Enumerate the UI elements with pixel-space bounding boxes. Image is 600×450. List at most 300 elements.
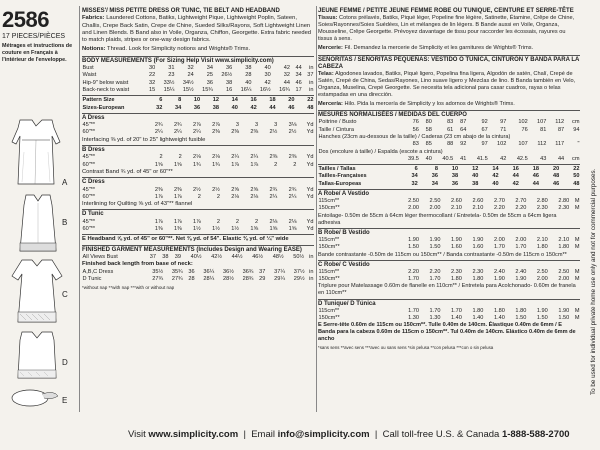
table-cell: 36 xyxy=(193,104,201,111)
table-cell: 40 xyxy=(231,104,238,111)
table-cell: 1.40 xyxy=(493,314,505,321)
table-cell: 42 xyxy=(250,104,257,111)
table-cell: M xyxy=(574,198,580,205)
table-cell: 44 xyxy=(512,173,519,180)
table-cell: 31 xyxy=(168,65,175,72)
row-label: Back-neck to waist xyxy=(82,86,130,93)
table-row xyxy=(318,141,580,148)
mid-divider xyxy=(316,6,317,412)
finished-length-table xyxy=(82,269,314,284)
view-letter-a: A xyxy=(62,178,68,187)
table-cell: 2½ xyxy=(288,129,297,136)
table-cell: in xyxy=(309,65,314,72)
e-headband-note: E Headband ⅝ yd. of 45" or 60"**. Net ⅜ yd. of 54". Elastic ⅜ yd. of ¼" wide xyxy=(82,236,289,243)
table-cell: 2⅜ xyxy=(288,154,297,161)
table-cell: 40½ xyxy=(190,253,202,260)
table-cell: 2.20 xyxy=(429,268,441,275)
a-interfacing-note: Interfacing ⅜ yd. of 20" to 25" lightweight fusible xyxy=(82,136,206,143)
table-cell: 1.80 xyxy=(472,276,484,283)
table-row xyxy=(318,166,580,173)
left-column xyxy=(2,8,77,408)
table-cell: 2.60 xyxy=(451,198,462,205)
table-cell: 32 xyxy=(148,79,156,86)
table-cell: 39.5 xyxy=(408,155,419,162)
left-divider xyxy=(79,6,80,412)
table-cell: 2.20 xyxy=(408,268,419,275)
table-cell: M xyxy=(574,314,580,321)
row-label xyxy=(318,156,398,163)
table-cell: 36 xyxy=(451,180,459,187)
table-row xyxy=(318,244,580,251)
b-dress-yardage-table xyxy=(82,154,314,169)
table-cell: cm xyxy=(572,155,580,162)
french-instructions-note: Métrages et instructions de couture en Français à l'intérieur de l'enveloppe. xyxy=(2,43,73,63)
table-cell: 97 xyxy=(481,141,488,148)
table-cell: 42 xyxy=(264,79,271,86)
table-cell: 16¼ xyxy=(240,86,252,93)
table-cell: 1.70 xyxy=(429,307,441,314)
table-cell: 1½ xyxy=(212,226,220,233)
table-cell: 1.70 xyxy=(451,307,462,314)
table-cell: in xyxy=(309,253,314,260)
table-cell: 81 xyxy=(540,126,547,133)
table-cell: 28 xyxy=(245,72,252,79)
fabrics-paragraph: Fabrics: Laundered Cottons, Batiks, Lightweight Pique, Lightweight Poplin, Sateen, Challis, Crepe Back Satin, Crepe de Chine, Sueded Silks/Rayons, Soft Lightweight Linen and Linen Blends. B Band also in Voile, Organza, Chiffon, Georgette. Extra fabric needed to match plaids, stripes or one-way design fabrics. xyxy=(82,15,312,44)
table-cell: 37 xyxy=(259,268,266,275)
row-label: All Views Bust xyxy=(82,253,118,260)
table-cell: 83 xyxy=(412,141,419,148)
table-cell: 8 xyxy=(434,166,438,173)
table-row xyxy=(82,226,314,233)
table-cell: 2.10 xyxy=(472,205,484,212)
table-cell: 18 xyxy=(532,166,540,173)
table-cell: 14 xyxy=(492,166,499,173)
table-cell: 42 xyxy=(283,65,290,72)
table-cell: 32 xyxy=(187,65,194,72)
table-cell: 1.30 xyxy=(408,314,419,321)
table-cell: 2¾ xyxy=(154,122,163,129)
email-link[interactable]: info@simplicity.com xyxy=(277,429,370,440)
table-cell: 32 xyxy=(411,180,418,187)
table-cell: 22 xyxy=(573,166,580,173)
row-label: 115cm** xyxy=(318,307,340,314)
table-cell: 1.90 xyxy=(536,307,548,314)
table-cell: 28 xyxy=(188,275,195,282)
row-label: 60"** xyxy=(82,161,96,168)
table-row xyxy=(82,219,314,226)
table-cell: 36½ xyxy=(222,268,234,275)
table-cell: 34½ xyxy=(182,79,194,86)
table-cell: Yd xyxy=(306,226,314,233)
table-cell: 14 xyxy=(231,97,238,104)
b-contrast-note: Contrast Band ¾ yd. of 45" or 60"** xyxy=(82,168,173,175)
table-cell: 2.10 xyxy=(536,236,548,243)
table-row xyxy=(318,181,580,188)
table-cell: 23 xyxy=(168,72,175,79)
table-row xyxy=(82,194,314,201)
table-cell: 1.50 xyxy=(408,244,419,251)
table-cell: 32 xyxy=(283,72,290,79)
view-d-tunic-sketch xyxy=(2,330,74,382)
table-row xyxy=(318,276,580,283)
robe-c-triplure: Triplure pour Matelassage 0.60m de flanelle en 110cm** / Entretela para Acolchonado- 0.60m de franela en 110cm** xyxy=(318,283,576,297)
table-cell: 1.90 xyxy=(451,236,462,243)
website-link[interactable]: www.simplicity.com xyxy=(148,429,239,440)
c-interlining-note: Interlining for Quilting ⅝ yd. of 43"** flannel xyxy=(82,201,193,208)
table-cell: 39 xyxy=(174,253,181,260)
table-cell: 1¾ xyxy=(193,161,201,168)
b-dress-heading: B Dress xyxy=(82,147,105,154)
table-cell: 88 xyxy=(447,141,454,148)
row-label: 150cm** xyxy=(318,276,340,283)
table-row xyxy=(318,134,580,141)
table-cell: 41.5 xyxy=(476,155,488,162)
table-row xyxy=(318,173,580,180)
table-cell: 46 xyxy=(288,104,295,111)
table-cell: 2⅛ xyxy=(288,218,297,225)
table-cell: 2⅛ xyxy=(250,193,259,200)
table-cell: 2.40 xyxy=(493,268,505,275)
view-letter-b: B xyxy=(62,218,68,227)
mesures-table xyxy=(318,119,580,163)
table-cell: M xyxy=(574,307,580,314)
table-cell: 2¼ xyxy=(193,129,201,136)
row-label: Bust xyxy=(82,65,94,72)
table-cell: 34 xyxy=(175,104,182,111)
table-cell: 36¾ xyxy=(242,268,254,275)
private-use-notice: To be used for individual private home use only and not for commercial purposes. xyxy=(590,168,597,395)
table-cell: 1⅞ xyxy=(173,193,182,200)
table-cell: 2⅛ xyxy=(231,193,240,200)
table-cell: 43 xyxy=(540,155,547,162)
table-cell: 1.70 xyxy=(408,276,419,283)
table-cell: 37 xyxy=(307,72,314,79)
table-cell: 2⅞ xyxy=(193,122,201,129)
table-row xyxy=(82,65,314,72)
table-cell: 2.50 xyxy=(536,268,548,275)
table-cell: 1.50 xyxy=(429,244,441,251)
table-cell: 2.30 xyxy=(451,268,462,275)
table-cell: 97 xyxy=(500,119,507,126)
table-cell: 2.00 xyxy=(515,236,527,243)
robe-c-table xyxy=(318,269,580,284)
table-cell: 92 xyxy=(460,141,467,148)
table-cell: 2 xyxy=(216,193,220,200)
table-cell: 46 xyxy=(532,173,540,180)
table-cell: 1.30 xyxy=(429,314,441,321)
mercerie-paragraph: Mercerie: Fil. Demandez la mercerie de Simplicity et les garnitures de Wrights® Trims. xyxy=(318,45,534,52)
table-cell: 40.5 xyxy=(442,155,454,162)
view-letter-d: D xyxy=(62,358,68,367)
table-cell: 1.60 xyxy=(451,244,462,251)
table-cell: 46½ xyxy=(252,253,264,260)
spanish-title: SEÑORITAS / SEÑORITAS PEQUEÑAS: VESTIDO O TÚNICA, CINTURÓN Y BANDA PARA LA CABEZA xyxy=(318,56,580,70)
table-cell: 102 xyxy=(496,141,507,148)
table-cell: 2¼ xyxy=(250,154,259,161)
table-cell: 38 xyxy=(225,79,233,86)
robe-a-entoilage: Entoilage- 0.50m de 55cm à 64cm léger thermocollant / Entretela- 0.50m de 55cm a 64cm ligera adhesiva xyxy=(318,212,557,226)
table-cell: 67 xyxy=(481,126,488,133)
table-cell: 2⅞ xyxy=(212,122,220,129)
finished-bust-table xyxy=(82,254,314,261)
robe-a-heading: A Robe/ A Vestido xyxy=(318,190,370,197)
row-label: Waist xyxy=(82,72,97,79)
table-cell: 1.40 xyxy=(451,314,462,321)
table-cell: 1.90 xyxy=(493,276,505,283)
table-cell: 44 xyxy=(269,104,276,111)
table-cell: 44½ xyxy=(231,253,243,260)
table-cell: 2 xyxy=(255,218,259,225)
english-title: MISSES'/ MISS PETITE DRESS OR TUNIC, TIE BELT AND HEADBAND xyxy=(82,8,280,14)
table-cell: 1.50 xyxy=(536,314,548,321)
table-cell: M xyxy=(574,268,580,275)
row-label: 115cm** xyxy=(318,198,340,205)
table-cell: 2.80 xyxy=(536,198,548,205)
table-row xyxy=(82,87,314,94)
table-cell: 3 xyxy=(255,122,259,129)
table-cell: 40 xyxy=(425,155,432,162)
table-cell: 44 xyxy=(295,65,302,72)
table-cell: 42.5 xyxy=(516,155,528,162)
table-cell: " xyxy=(577,141,580,148)
row-label: Hanches (23cm au-dessous de la taille) / Caderas (23 cm abajo de la cintura) xyxy=(318,133,511,140)
row-label: Taille / Cintura xyxy=(318,126,354,133)
table-cell: 37¼ xyxy=(274,268,285,275)
table-cell: 1.70 xyxy=(408,307,419,314)
row-label: 60"** xyxy=(82,129,96,136)
table-cell: 1.70 xyxy=(493,244,505,251)
table-cell: 36 xyxy=(225,65,233,72)
table-cell: Yd xyxy=(306,154,314,161)
table-cell: 44 xyxy=(557,155,565,162)
table-cell: 94 xyxy=(573,126,580,133)
table-cell: 1⅝ xyxy=(250,226,259,233)
table-cell: 2¾ xyxy=(288,186,297,193)
table-cell: 1⅞ xyxy=(173,218,182,225)
tissus-paragraph: Tissus: Cotons prélavés, Batiks, Piqué léger, Popeline fine légère, Satinette, Étamine, Crêpe de Chine, Soies/Rayonnes/Soies Suédées, Lin et mélanges de lin légers. B Bande aussi en Voile, Organza, Mousseline, Crêpe Georgette. Prévoyez davantage de tissu pour raccorder les écossais, rayures ou tissus à sens. xyxy=(318,15,575,43)
table-cell: 48 xyxy=(307,104,314,111)
table-cell: 2.50 xyxy=(558,268,570,275)
tunique-d-table xyxy=(318,308,580,323)
table-cell: 42 xyxy=(492,173,499,180)
table-row xyxy=(82,122,314,129)
table-cell: M xyxy=(574,276,580,283)
table-cell: 2⅜ xyxy=(231,129,240,136)
table-cell: 2 xyxy=(197,193,201,200)
table-cell: 37 xyxy=(149,253,156,260)
table-cell: 1.80 xyxy=(558,244,570,251)
table-cell: 1⅝ xyxy=(154,161,163,168)
table-cell: 2 xyxy=(293,161,297,168)
row-label: Tallas-Europeas xyxy=(318,180,362,187)
table-cell: 1.80 xyxy=(451,276,462,283)
table-cell: 1⅜ xyxy=(154,226,163,233)
table-cell: 48 xyxy=(553,173,560,180)
table-cell: 1.70 xyxy=(429,276,441,283)
table-cell: 61 xyxy=(447,126,454,133)
table-cell: 24 xyxy=(187,72,194,79)
row-label: Tailles-Françaises xyxy=(318,173,367,180)
table-cell: 18 xyxy=(269,97,276,104)
english-footnote: *without nap **with nap ***with or without nap xyxy=(82,285,175,291)
table-cell: 2 xyxy=(178,154,182,161)
table-cell: 37½ xyxy=(293,268,305,275)
table-cell: 34 xyxy=(431,180,438,187)
robe-a-table xyxy=(318,198,580,213)
table-cell: 2 xyxy=(159,154,163,161)
row-label: Hip-9" below waist xyxy=(82,79,129,86)
table-cell: 76 xyxy=(521,126,528,133)
table-cell: 44 xyxy=(532,180,540,187)
table-cell: Yd xyxy=(306,193,314,200)
table-row xyxy=(82,80,314,87)
table-cell: Yd xyxy=(306,218,314,225)
table-cell: 2¼ xyxy=(288,193,297,200)
table-cell: 2⅜ xyxy=(250,129,259,136)
table-cell: 22 xyxy=(148,72,156,79)
table-cell: 2.30 xyxy=(472,268,484,275)
table-cell: 34 xyxy=(206,65,213,72)
table-row xyxy=(82,154,314,161)
table-cell: 1.80 xyxy=(515,307,527,314)
table-cell: M xyxy=(574,236,580,243)
table-cell: 40 xyxy=(492,180,499,187)
table-cell: in xyxy=(309,86,314,93)
telas-paragraph: Telas: Algodones lavados, Batiks, Piqué ligero, Popelina fina ligera, Algodón de satén, Chalí, Crepé de Satén, Crepé de China, Sedas/Rayones, Lino suave ligero y Mezclas de lino. B Banda también en Velo, Organza, Muselina, Crepé Georgette. Se necesita tela adicional para casar cuadros, rayas o telas estampadas en una dirección. xyxy=(318,70,576,99)
table-cell: 38 xyxy=(472,180,479,187)
table-cell: 2.70 xyxy=(493,198,505,205)
table-cell: 2.30 xyxy=(536,205,548,212)
row-label: 115cm** xyxy=(318,236,340,243)
table-cell: Yd xyxy=(306,122,314,129)
table-row xyxy=(82,276,314,283)
d-tunic-yardage-table xyxy=(82,219,314,234)
table-cell: 2.20 xyxy=(515,205,527,212)
table-cell: 50½ xyxy=(293,253,305,260)
table-row xyxy=(82,269,314,276)
table-cell: 29¼ xyxy=(274,275,285,282)
body-measurements-table xyxy=(82,65,314,94)
table-cell: 102 xyxy=(518,119,528,126)
table-cell: 29½ xyxy=(293,275,305,282)
table-cell: 1⅞ xyxy=(193,218,201,225)
table-cell: 42½ xyxy=(211,253,223,260)
table-cell: 35½ xyxy=(152,268,164,275)
table-cell: 2⅜ xyxy=(154,186,163,193)
table-cell: 44 xyxy=(283,79,290,86)
table-cell: 36 xyxy=(206,79,213,86)
table-cell: 1⅞ xyxy=(154,218,163,225)
table-cell: 2.40 xyxy=(515,268,527,275)
table-cell: 1.80 xyxy=(472,307,484,314)
table-cell: 16 xyxy=(250,97,257,104)
notions-paragraph: Notions: Thread. Look for Simplicity notions and Wrights® Trims. xyxy=(82,46,251,53)
table-cell: 3⅛ xyxy=(288,122,297,129)
table-cell: 16½ xyxy=(259,86,271,93)
table-cell: 48 xyxy=(573,180,580,187)
table-cell: 76 xyxy=(412,119,419,126)
table-cell: 2 xyxy=(274,161,278,168)
table-cell: 112 xyxy=(555,119,565,126)
table-cell: 1⅞ xyxy=(154,193,163,200)
table-cell: 2.00 xyxy=(493,236,505,243)
table-cell: 1.90 xyxy=(472,236,484,243)
table-cell: 2¾ xyxy=(173,122,182,129)
tailles-table xyxy=(318,166,580,188)
row-label: 45"** xyxy=(82,122,96,129)
table-cell: 2⅝ xyxy=(231,186,240,193)
row-label: A,B,C Dress xyxy=(82,268,114,275)
phone-number[interactable]: 1-888-588-2700 xyxy=(501,429,570,440)
row-label: 60"** xyxy=(82,226,96,233)
table-cell: 1½ xyxy=(231,226,240,233)
table-row xyxy=(82,72,314,79)
footer xyxy=(0,422,600,450)
table-row xyxy=(318,127,580,134)
table-cell: 1.90 xyxy=(515,276,527,283)
row-label: 45"** xyxy=(82,218,96,225)
table-cell: 2 xyxy=(235,218,240,225)
table-cell: 2½ xyxy=(212,186,220,193)
table-cell: 2¼ xyxy=(154,129,163,136)
table-cell: 15 xyxy=(148,86,156,93)
table-cell: 2⅝ xyxy=(250,186,259,193)
table-cell: 34 xyxy=(295,72,302,79)
table-cell: 2.20 xyxy=(493,205,505,212)
table-cell: 1⅞ xyxy=(250,161,259,168)
table-cell: 8 xyxy=(178,97,182,104)
table-cell: 83 xyxy=(447,119,454,126)
view-letter-c: C xyxy=(62,290,68,299)
table-cell: 1.90 xyxy=(429,236,441,243)
row-label: 45"** xyxy=(82,186,96,193)
table-cell: 38 xyxy=(245,65,252,72)
table-cell: in xyxy=(309,275,314,282)
table-cell: 29 xyxy=(259,275,266,282)
pieces-count: 17 PIECES/PIÈCES xyxy=(2,33,66,40)
table-cell: 48½ xyxy=(272,253,284,260)
table-cell: 92 xyxy=(481,119,488,126)
table-cell: 20 xyxy=(288,97,295,104)
mesures-heading: MESURES NORMALISÉES / MEDIDAS DEL CUERPO xyxy=(318,112,467,119)
table-cell: 6 xyxy=(414,166,418,173)
row-label: Pattern Size xyxy=(82,97,115,104)
table-cell: 87 xyxy=(460,119,467,126)
table-cell: 2¾ xyxy=(269,186,278,193)
table-cell: 46 xyxy=(553,180,560,187)
table-cell: 38 xyxy=(451,173,459,180)
tunique-d-heading: D Tunique/ D Túnica xyxy=(318,300,376,307)
a-dress-yardage-table xyxy=(82,122,314,137)
table-cell: 2⅛ xyxy=(193,154,201,161)
table-cell: 25 xyxy=(206,72,213,79)
table-cell: 38 xyxy=(162,253,169,260)
robe-b-heading: B Robe/ B Vestido xyxy=(318,229,370,236)
table-row xyxy=(318,198,580,205)
table-cell: 1.40 xyxy=(472,314,484,321)
table-row xyxy=(318,308,580,315)
table-cell: 15¼ xyxy=(163,86,175,93)
pattern-size-table xyxy=(82,97,314,112)
table-cell: 1.80 xyxy=(536,244,548,251)
table-cell: 6 xyxy=(159,97,163,104)
contact-line: Visit www.simplicity.com | Email info@simplicity.com | Call toll-free U.S. & Canada 1-888-588-2700 xyxy=(128,429,570,440)
table-row xyxy=(82,105,314,112)
table-cell: 1.50 xyxy=(515,314,527,321)
table-cell: 12 xyxy=(212,97,219,104)
table-cell: 30 xyxy=(264,72,271,79)
table-cell: Yd xyxy=(306,186,314,193)
